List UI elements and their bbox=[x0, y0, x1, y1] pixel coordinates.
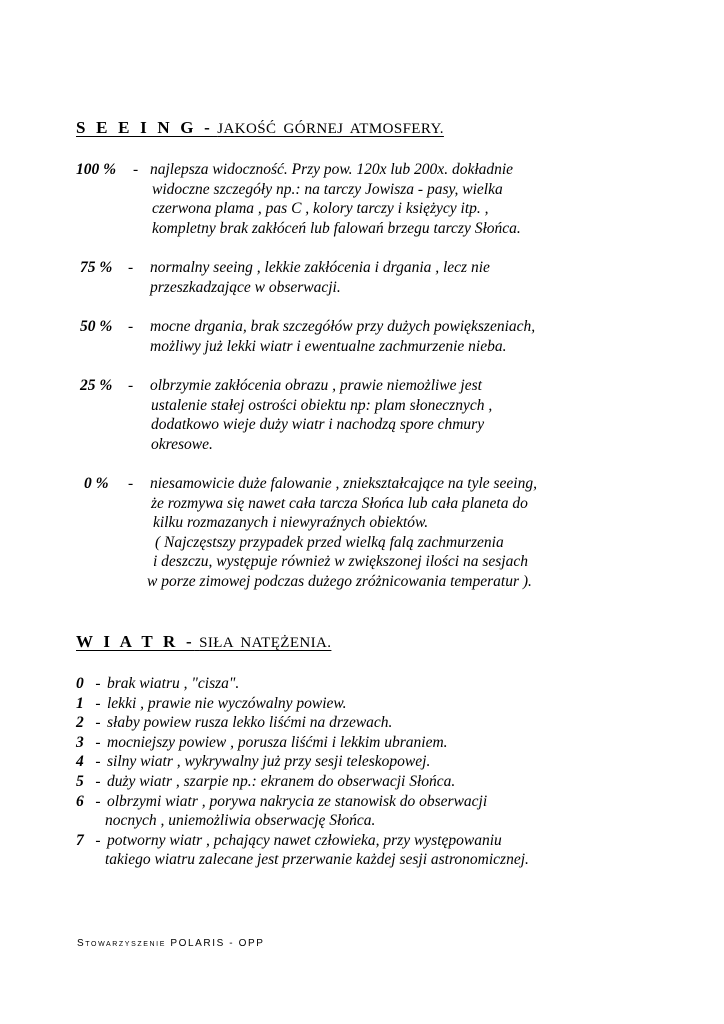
seeing-percent: 0 % bbox=[84, 475, 109, 492]
description-line: możliwy już lekki wiatr i ewentualne zachmurzenie nieba. bbox=[150, 337, 507, 355]
wind-dash: - bbox=[95, 675, 101, 692]
wind-level-item bbox=[76, 674, 529, 694]
description-line: w porze zimowej podczas dużego zróżnicowania temperatur ). bbox=[147, 572, 532, 590]
wind-level-text: silny wiatr , wykrywalny już przy sesji teleskopowej. bbox=[107, 753, 431, 771]
description-line: i deszczu, występuje również w zwiększonej ilości na sesjach bbox=[153, 553, 528, 571]
description-line: czerwona plama , pas C , kolory tarczy i księżycy itp. , bbox=[152, 200, 489, 218]
wind-heading-sub: SIŁA NATĘŻENIA. bbox=[199, 635, 332, 651]
description-line: olbrzymie zakłócenia obrazu , prawie niemożliwe jest bbox=[150, 377, 482, 394]
wind-level-number: 7 bbox=[76, 831, 84, 849]
seeing-percent: 25 % bbox=[80, 377, 113, 394]
seeing-dash: - bbox=[128, 318, 134, 335]
wind-level-number: 5 bbox=[76, 772, 84, 790]
wind-dash: - bbox=[95, 831, 101, 849]
wind-level-text-continued: takiego wiatru zalecane jest przerwanie każdej sesji astronomicznej. bbox=[105, 851, 529, 869]
wind-level-number: 0 bbox=[76, 675, 84, 692]
wind-level-item bbox=[76, 772, 529, 792]
wind-level-item bbox=[76, 792, 529, 831]
seeing-heading-main: S E E I N G - bbox=[76, 118, 214, 137]
description-line: że rozmywa się nawet cała tarcza Słońca lub cała planeta do bbox=[151, 494, 528, 512]
seeing-dash: - bbox=[133, 161, 139, 178]
wind-level-number: 2 bbox=[76, 714, 84, 732]
wind-level-item bbox=[76, 831, 529, 870]
seeing-heading-sub: JAKOŚĆ GÓRNEJ ATMOSFERY. bbox=[217, 121, 444, 137]
wind-dash: - bbox=[95, 694, 101, 712]
seeing-percent: 50 % bbox=[80, 318, 113, 335]
wind-heading-main: W I A T R - bbox=[76, 632, 195, 651]
wind-level-text-continued: nocnych , uniemożliwia obserwację Słońca. bbox=[105, 812, 376, 830]
seeing-dash: - bbox=[128, 259, 134, 276]
wind-level-number: 3 bbox=[76, 733, 84, 751]
wind-level-item bbox=[76, 752, 529, 772]
wind-level-text: brak wiatru , "cisza". bbox=[107, 675, 240, 692]
description-line: dodatkowo wieje duży wiatr i nachodzą spore chmury bbox=[151, 416, 485, 434]
wind-heading bbox=[76, 632, 331, 652]
description-line: ustalenie stałej ostrości obiektu np: plam słonecznych , bbox=[151, 396, 493, 414]
seeing-description bbox=[147, 474, 537, 592]
wind-level-text: mocniejszy powiew , porusza liśćmi i lekkim ubraniem. bbox=[107, 733, 448, 751]
seeing-percent: 100 % bbox=[76, 161, 117, 178]
description-line: kilku rozmazanych i niewyraźnych obiektów. bbox=[153, 514, 429, 532]
description-line: ( Najczęstszy przypadek przed wielką falą zachmurzenia bbox=[155, 533, 504, 551]
description-line: niesamowicie duże falowanie , zniekształcające na tyle seeing, bbox=[150, 475, 537, 492]
description-line: kompletny brak zakłóceń lub falowań brzegu tarczy Słońca. bbox=[152, 219, 521, 237]
wind-level-text: lekki , prawie nie wyczówalny powiew. bbox=[107, 694, 347, 712]
wind-dash: - bbox=[95, 714, 101, 732]
page-footer: Stowarzyszenie POLARIS - OPP bbox=[77, 938, 265, 949]
wind-level-text: potworny wiatr , pchający nawet człowieka, przy występowaniu bbox=[107, 831, 502, 849]
wind-level-text: olbrzymi wiatr , porywa nakrycia ze stanowisk do obserwacji bbox=[107, 792, 488, 810]
description-line: widoczne szczegóły np.: na tarczy Jowisza - pasy, wielka bbox=[152, 180, 503, 198]
description-line: mocne drgania, brak szczegółów przy dużych powiększeniach, bbox=[150, 318, 536, 335]
wind-scale-list bbox=[76, 674, 529, 870]
wind-level-item bbox=[76, 733, 529, 753]
seeing-dash: - bbox=[128, 377, 134, 394]
wind-level-text: duży wiatr , szarpie np.: ekranem do obserwacji Słońca. bbox=[107, 772, 456, 790]
seeing-description bbox=[150, 160, 521, 238]
wind-level-number: 4 bbox=[76, 753, 84, 771]
wind-dash: - bbox=[95, 772, 101, 790]
wind-level-text: słaby powiew rusza lekko liśćmi na drzewach. bbox=[107, 714, 393, 732]
wind-level-number: 1 bbox=[76, 694, 84, 712]
wind-dash: - bbox=[95, 792, 101, 810]
seeing-description bbox=[150, 376, 492, 454]
description-line: okresowe. bbox=[151, 435, 213, 453]
wind-dash: - bbox=[95, 753, 101, 771]
wind-level-number: 6 bbox=[76, 792, 84, 810]
wind-level-item bbox=[76, 713, 529, 733]
seeing-percent: 75 % bbox=[80, 259, 113, 276]
wind-dash: - bbox=[95, 733, 101, 751]
description-line: przeszkadzające w obserwacji. bbox=[150, 278, 341, 296]
seeing-heading bbox=[76, 118, 444, 138]
seeing-description bbox=[150, 317, 535, 356]
seeing-description bbox=[150, 258, 490, 297]
seeing-dash: - bbox=[128, 475, 134, 492]
description-line: normalny seeing , lekkie zakłócenia i drgania , lecz nie bbox=[150, 259, 490, 276]
description-line: najlepsza widoczność. Przy pow. 120x lub 200x. dokładnie bbox=[150, 161, 514, 178]
wind-level-item bbox=[76, 694, 529, 714]
